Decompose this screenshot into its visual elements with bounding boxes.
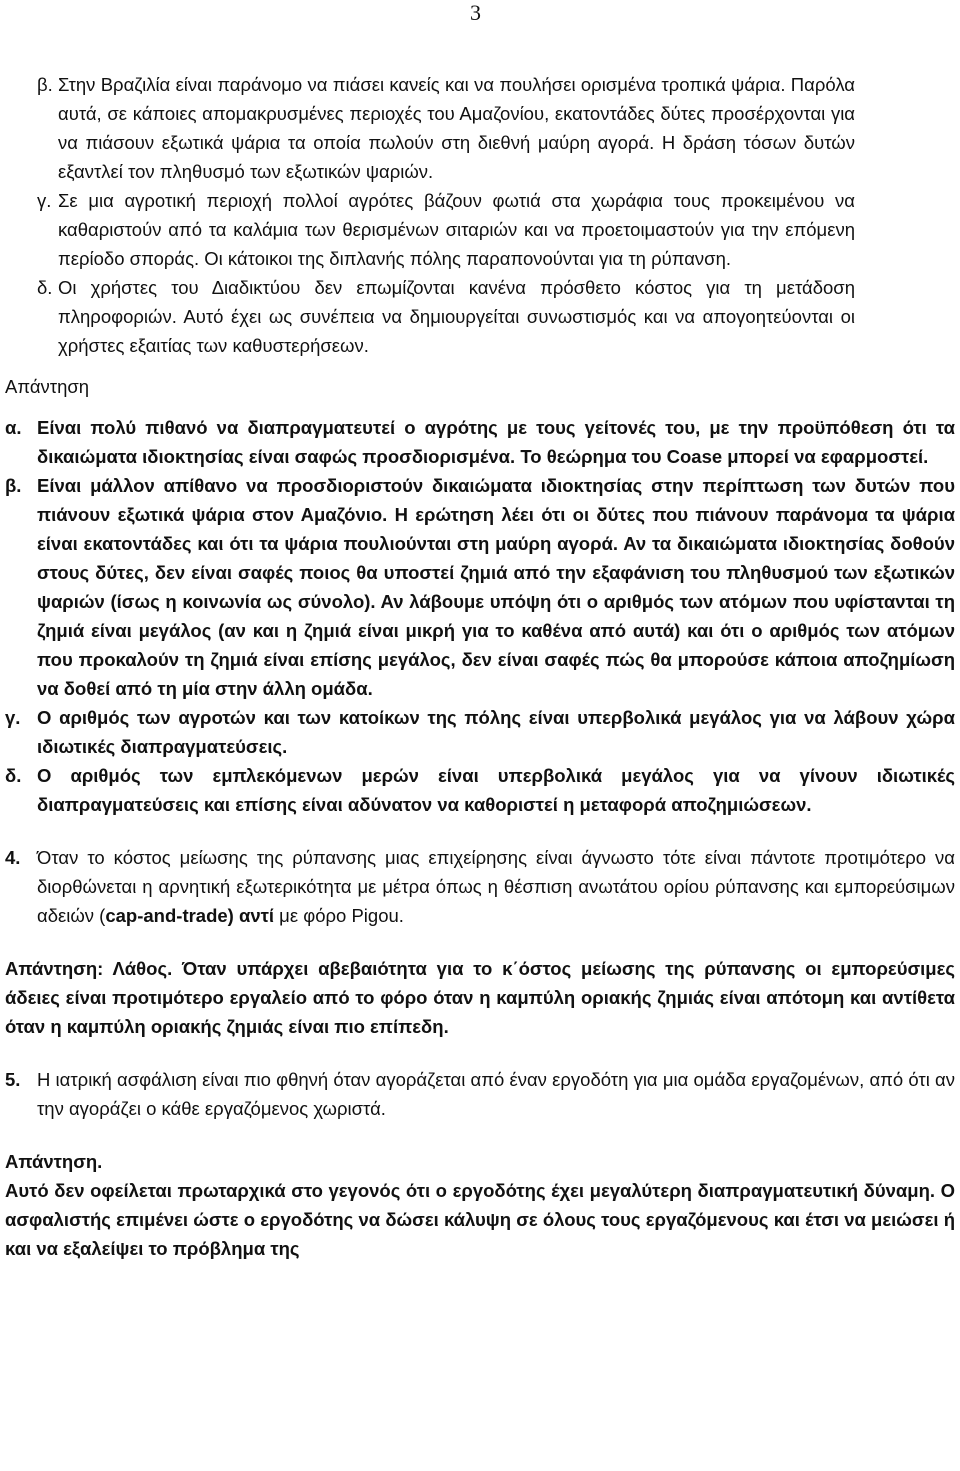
item-text: Ο αριθμός των αγροτών και των κατοίκων της πόλης είναι υπερβολικά μεγάλος για να λάβουν χώρα ιδιωτικές διαπραγματεύσεις. — [37, 707, 955, 757]
answer-4 — [5, 954, 955, 1041]
answer-5-text: Αυτό δεν οφείλεται πρωταρχικά στο γεγονός ότι ο εργοδότης έχει μεγαλύτερη διαπραγματευτική δύναμη. Ο ασφαλιστής επιμένει ώστε ο εργοδότης να δώσει κάλυψη σε όλους τους εργαζόμενους και έτσι να μειώσει ή και να εξαλείψει το πρόβλημα της — [5, 1180, 955, 1259]
question-number: 4. — [5, 847, 21, 868]
item-label: β. — [5, 475, 22, 496]
answer-item-c — [5, 703, 955, 761]
item-label: δ. — [5, 765, 22, 786]
page-number: 3 — [470, 0, 481, 25]
answer-item-a — [5, 413, 955, 471]
question-text: Η ιατρική ασφάλιση είναι πιο φθηνή όταν αγοράζεται από έναν εργοδότη για μια ομάδα εργαζομένων, από ότι αν την αγοράζει ο κάθε εργαζόμενος χωριστά. — [37, 1069, 955, 1119]
question-text — [37, 843, 955, 930]
item-text: Ο αριθμός των εμπλεκόμενων μερών είναι υπερβολικά μεγάλος για να γίνουν ιδιωτικές διαπραγματεύσεις και επίσης είναι αδύνατον να καθοριστεί η μεταφορά αποζημιώσεων. — [37, 765, 955, 815]
item-label: γ. — [37, 190, 52, 211]
document-body — [5, 70, 955, 1263]
item-text: Οι χρήστες του Διαδικτύου δεν επωμίζονται κανένα πρόσθετο κόστος για τη μετάδοση πληροφοριών. Αυτό έχει ως συνέπεια να δημιουργείται συνωστισμός και να απογοητεύονται οι χρήστες εξαιτίας των καθυστερήσεων. — [58, 277, 855, 356]
item-text: Στην Βραζιλία είναι παράνομο να πιάσει κανείς και να πουλήσει ορισμένα τροπικά ψάρια. Παρόλα αυτά, σε κάποιες απομακρυσμένες περιοχές του Αμαζονίου, εκατοντάδες δύτες προσέρχονται για να πιάσουν εξωτικά ψάρια τα οποία πωλούν στη διεθνή μαύρη αγορά. Η δράση τόσων δυτών εξαντλεί τον πληθυσμό των εξωτικών ψαριών. — [58, 74, 855, 182]
question-text-bold: cap-and-trade) αντί — [105, 905, 275, 926]
item-text: Είναι πολύ πιθανό να διαπραγματευτεί ο αγρότης με τους γείτονές του, με την προϋπόθεση ότι τα δικαιώματα ιδιοκτησίας είναι σαφώς προσδιορισμένα. Το θεώρημα του Coase μπορεί να εφαρμοστεί. — [37, 417, 955, 467]
question-item-d — [5, 273, 955, 360]
item-text: Σε μια αγροτική περιοχή πολλοί αγρότες βάζουν φωτιά στα χωράφια τους προκειμένου να καθαριστούν από τα καλάμια των θερισμένων σιταριών και να προετοιμαστούν για την επόμενη περίοδο σποράς. Οι κάτοικοι της διπλανής πόλης παραπονούνται για τη ρύπανση. — [58, 190, 855, 269]
question-5 — [5, 1065, 955, 1123]
answer-item-b — [5, 471, 955, 703]
item-label: β. — [37, 74, 53, 95]
question-text-part: Όταν το κόστος μείωσης της ρύπανσης μιας επιχείρησης είναι άγνωστο τότε είναι πάντοτε προτιμότερο να διορθώνεται η αρνητική εξωτερικότητα με μέτρα όπως η θέσπιση ανωτάτου ορίου ρύπανσης και εμπορεύσιμων αδειών ( — [37, 847, 955, 926]
item-label: γ. — [5, 707, 21, 728]
question-text-part: με φόρο Pigou. — [274, 905, 404, 926]
question-4 — [5, 843, 955, 930]
item-text: Είναι μάλλον απίθανο να προσδιοριστούν δικαιώματα ιδιοκτησίας στην περίπτωση των δυτών που πιάνουν εξωτικά ψάρια στον Αμαζόνιο. Η ερώτηση λέει ότι οι δύτες που πιάνουν παράνομα τα ψάρια είναι εκατοντάδες και ότι τα ψάρια πουλιούνται στη μαύρη αγορά. Αν τα δικαιώματα ιδιοκτησίας δοθούν στους δύτες, δεν είναι σαφές ποιος θα υποστεί ζημιά από την εξαφάνιση του πληθυσμού των εξωτικών ψαριών (ίσως η κοινωνία ως σύνολο). Αν λάβουμε υπόψη ότι ο αριθμός των ατόμων που υφίστανται τη ζημιά είναι μεγάλος (αν και η ζημιά είναι μικρή για το καθένα από αυτά) και ότι ο αριθμός των ατόμων που προκαλούν τη ζημιά είναι επίσης μεγάλος, δεν είναι σαφές πώς θα μπορούσε κάποια αποζημίωση να δοθεί από τη μία στην άλλη ομάδα. — [37, 475, 955, 699]
answer-text: Όταν υπάρχει αβεβαιότητα για το κ΄όστος μείωσης της ρύπανσης οι εμπορεύσιμες άδειες είναι προτιμότερο εργαλείο από το φόρο όταν η καμπύλη οριακής ζημιάς είναι απότομη και αντίθετα όταν η καμπύλη οριακής ζημιάς είναι πιο επίπεδη. — [5, 958, 955, 1037]
question-number: 5. — [5, 1069, 21, 1090]
question-item-c — [5, 186, 955, 273]
question-item-b — [5, 70, 955, 186]
item-label: α. — [5, 417, 22, 438]
item-label: δ. — [37, 277, 53, 298]
answer-item-d — [5, 761, 955, 819]
answer-label: Απάντηση: Λάθος. — [5, 958, 173, 979]
answer-5-heading: Απάντηση. — [5, 1151, 103, 1172]
answer-heading: Απάντηση — [5, 376, 90, 397]
